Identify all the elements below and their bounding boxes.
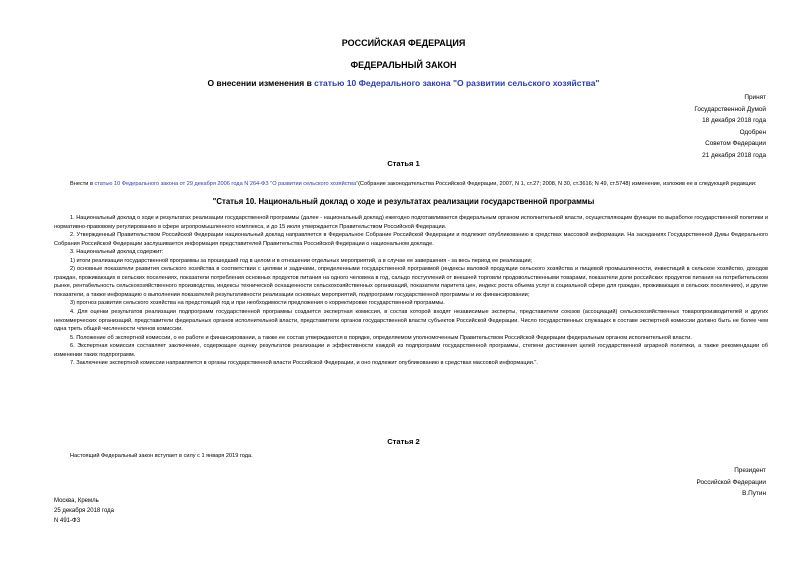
paragraph: 3) прогноз развития сельского хозяйства на предстоящий год и при необходимости предложения о корректировке государственной программы. bbox=[70, 300, 445, 307]
country-heading: РОССИЙСКАЯ ФЕДЕРАЦИЯ bbox=[341, 38, 466, 48]
intro-link[interactable]: статью 10 Федерального закона от 29 декабря 2006 года N 264-ФЗ "О развитии сельского хозяйства" bbox=[94, 181, 359, 187]
adoption-line: 18 декабря 2018 года bbox=[702, 117, 766, 124]
paragraph: 2) основные показатели развития сельского хозяйства в соответствии с целями и задачами, определенными государственной программой (индексы валовой продукции сельского хозяйства и пищевой промышленности, инвестиций в сельское хозяйство, доходов граждан, проживающих в сельских поселениях, показатели потребления основных продуктов питания на одного человека в год, сальдо поступлений от внешней торговли продовольственными товарами, показатели доли российских продуктов питания на потребительском рынке, рентабельность сельскохозяйственного производства, индексы технической оснащенности сельскохозяйственных организаций, показатели паритета цен, индекс роста объема услуг в социальной сфере для граждан, проживающих в сельских поселениях), и другие показатели, а также информацию о выполнении показателей результативности реализации основных мероприятий, подпрограмм государственной программы и их финансировании; bbox=[54, 266, 768, 298]
place-line: Москва, Кремль bbox=[54, 498, 99, 504]
paragraph: 4. Для оценки результатов реализации подпрограмм государственной программы создается экспертная комиссия, в состав которой входят независимые эксперты, представители союзов (ассоциаций) сельскохозяйственных товаропроизводителей и других некоммерческих организаций, представители федеральных органов исполнительной власти, представители органов государственной власти субъектов Российской Федерации. Число государственных служащих в составе экспертной комиссии должно быть не более чем одна треть общей численности членов комиссии. bbox=[54, 309, 768, 333]
new-article-title: "Статья 10. Национальный доклад о ходе и результатах реализации государственной программы bbox=[212, 197, 595, 206]
article-1-heading: Статья 1 bbox=[387, 159, 420, 168]
paragraph: 6. Экспертная комиссия составляет заключение, содержащее оценку результатов реализации и эффективности каждой из подпрограмм государственной программы, степени достижения целей государственной аграрной политики, а также рекомендации об изменении таких подпрограмм. bbox=[54, 343, 768, 358]
law-subject-link[interactable]: статью 10 Федерального закона "О развитии сельского хозяйства" bbox=[314, 78, 600, 88]
adoption-block bbox=[694, 92, 766, 161]
adoption-line: Советом Федерации bbox=[705, 140, 766, 147]
signature-line: В.Путин bbox=[742, 490, 766, 497]
law-number-line: N 491-ФЗ bbox=[54, 518, 81, 525]
article-10-body bbox=[54, 214, 768, 368]
intro-prefix: Внести в bbox=[70, 181, 95, 187]
date-line: 25 декабря 2018 года bbox=[54, 508, 115, 515]
adoption-line: Принят bbox=[744, 94, 766, 101]
paragraph: 1) итоги реализации государственной программы за прошедший год в целом и в отношении отдельных мероприятий, а в случае ее завершения - за весь период ее реализации; bbox=[70, 257, 533, 264]
paragraph: 1. Национальный доклад о ходе и результатах реализации государственной программы (далее - национальный доклад) ежегодно подготавливается федеральным органом исполнительной власти, осуществляющим функции по выработке государственной политики и нормативно-правовому регулированию в сфере агропромышленного комплекса, и до 15 июля утверждается Правительством Российской Федерации. bbox=[54, 215, 769, 230]
signature-line: Президент bbox=[734, 467, 766, 474]
law-type-heading: ФЕДЕРАЛЬНЫЙ ЗАКОН bbox=[350, 60, 457, 70]
intro-suffix: (Собрание законодательства Российской Федерации, 2007, N 1, ст.27; 2008, N 30, ст.3616; N 49, ст.5748) изменение, изложив ее в следующей редакции: bbox=[358, 181, 757, 187]
paragraph: 7. Заключение экспертной комиссии направляется в органы государственной власти Российской Федерации, и оно подлежит опубликованию в средствах массовой информации.". bbox=[70, 360, 538, 367]
article-1-intro bbox=[54, 180, 768, 189]
adoption-line: 21 декабря 2018 года bbox=[702, 151, 766, 159]
place-date-block bbox=[54, 496, 114, 527]
article-2-heading: Статья 2 bbox=[387, 437, 420, 446]
adoption-line: Государственной Думой bbox=[694, 105, 766, 113]
paragraph: 2. Утвержденный Правительством Российской Федерации национальный доклад направляется в Федеральное Собрание Российской Федерации и подлежит опубликованию в средствах массовой информации. На заседаниях Государственной Думы Федерального Собрания Российской Федерации заслушивается информация представителей Правительства Российской Федерации о национальном докладе. bbox=[54, 232, 768, 247]
signature-line: Российской Федерации bbox=[696, 478, 766, 486]
law-subject-prefix: О внесении изменения в bbox=[207, 78, 315, 88]
paragraph: 3. Национальный доклад содержит: bbox=[70, 249, 164, 256]
law-subject-heading bbox=[0, 78, 807, 88]
article-2-text: Настоящий Федеральный закон вступает в силу с 1 января 2019 года. bbox=[70, 453, 253, 459]
adoption-line: Одобрен bbox=[739, 128, 766, 136]
paragraph: 5. Положение об экспертной комиссии, о ее работе и финансировании, а также ее состав утверждаются в порядке, определяемом уполномоченным Правительством Российской Федерации федеральным органом исполнительной власти. bbox=[70, 334, 692, 341]
signature-block bbox=[697, 465, 767, 500]
